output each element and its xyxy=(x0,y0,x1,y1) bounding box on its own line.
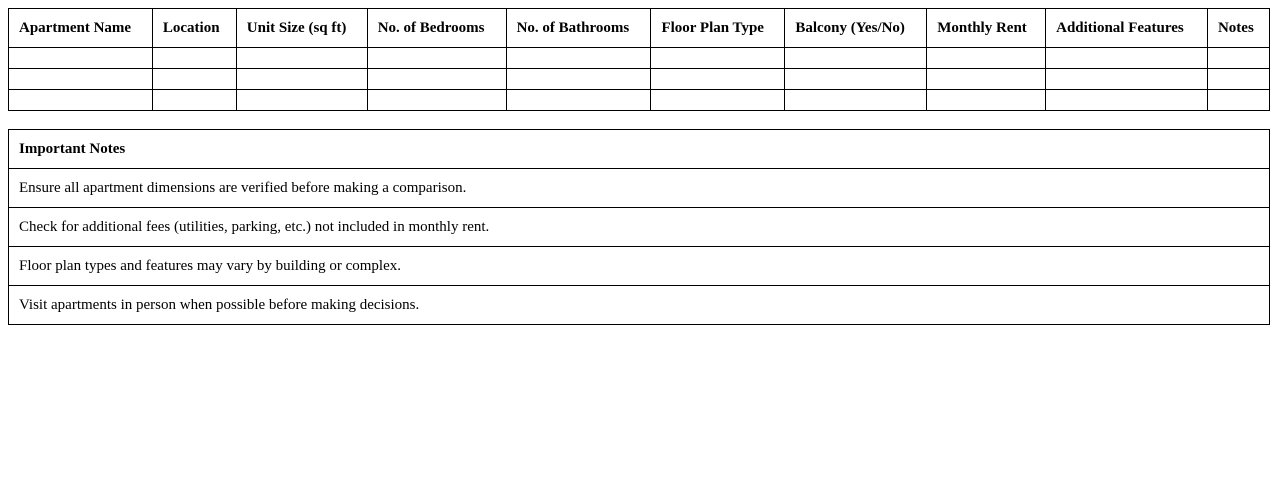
table-cell xyxy=(506,48,651,69)
table-cell xyxy=(1207,48,1269,69)
table-cell xyxy=(236,69,367,90)
header-balcony: Balcony (Yes/No) xyxy=(785,9,927,48)
table-cell xyxy=(651,48,785,69)
table-cell xyxy=(506,90,651,111)
table-cell xyxy=(651,69,785,90)
table-cell xyxy=(367,48,506,69)
header-notes: Notes xyxy=(1207,9,1269,48)
note-item: Visit apartments in person when possible before making decisions. xyxy=(9,286,1270,325)
header-additional-features: Additional Features xyxy=(1046,9,1208,48)
header-floor-plan-type: Floor Plan Type xyxy=(651,9,785,48)
table-cell xyxy=(1046,48,1208,69)
list-item xyxy=(9,247,1270,286)
header-unit-size: Unit Size (sq ft) xyxy=(236,9,367,48)
list-item xyxy=(9,286,1270,325)
table-row xyxy=(9,69,1270,90)
table-cell xyxy=(785,90,927,111)
notes-heading-row xyxy=(9,130,1270,169)
table-cell xyxy=(236,90,367,111)
table-row xyxy=(9,48,1270,69)
notes-heading: Important Notes xyxy=(9,130,1270,169)
header-monthly-rent: Monthly Rent xyxy=(927,9,1046,48)
table-cell xyxy=(9,69,153,90)
header-bedrooms: No. of Bedrooms xyxy=(367,9,506,48)
important-notes-table xyxy=(8,129,1270,325)
table-cell xyxy=(1046,90,1208,111)
table-cell xyxy=(367,90,506,111)
table-cell xyxy=(785,69,927,90)
table-cell xyxy=(506,69,651,90)
table-cell xyxy=(152,48,236,69)
note-item: Check for additional fees (utilities, parking, etc.) not included in monthly rent. xyxy=(9,208,1270,247)
table-cell xyxy=(927,90,1046,111)
table-cell xyxy=(927,69,1046,90)
header-bathrooms: No. of Bathrooms xyxy=(506,9,651,48)
header-apartment-name: Apartment Name xyxy=(9,9,153,48)
table-cell xyxy=(1207,69,1269,90)
apartment-comparison-table xyxy=(8,8,1270,111)
table-cell xyxy=(152,90,236,111)
table-cell xyxy=(1046,69,1208,90)
table-cell xyxy=(9,48,153,69)
table-header-row xyxy=(9,9,1270,48)
note-item: Ensure all apartment dimensions are verified before making a comparison. xyxy=(9,169,1270,208)
table-cell xyxy=(1207,90,1269,111)
header-location: Location xyxy=(152,9,236,48)
list-item xyxy=(9,208,1270,247)
table-cell xyxy=(651,90,785,111)
table-cell xyxy=(9,90,153,111)
table-cell xyxy=(785,48,927,69)
table-row xyxy=(9,90,1270,111)
table-cell xyxy=(236,48,367,69)
table-cell xyxy=(152,69,236,90)
table-cell xyxy=(367,69,506,90)
list-item xyxy=(9,169,1270,208)
note-item: Floor plan types and features may vary by building or complex. xyxy=(9,247,1270,286)
table-cell xyxy=(927,48,1046,69)
